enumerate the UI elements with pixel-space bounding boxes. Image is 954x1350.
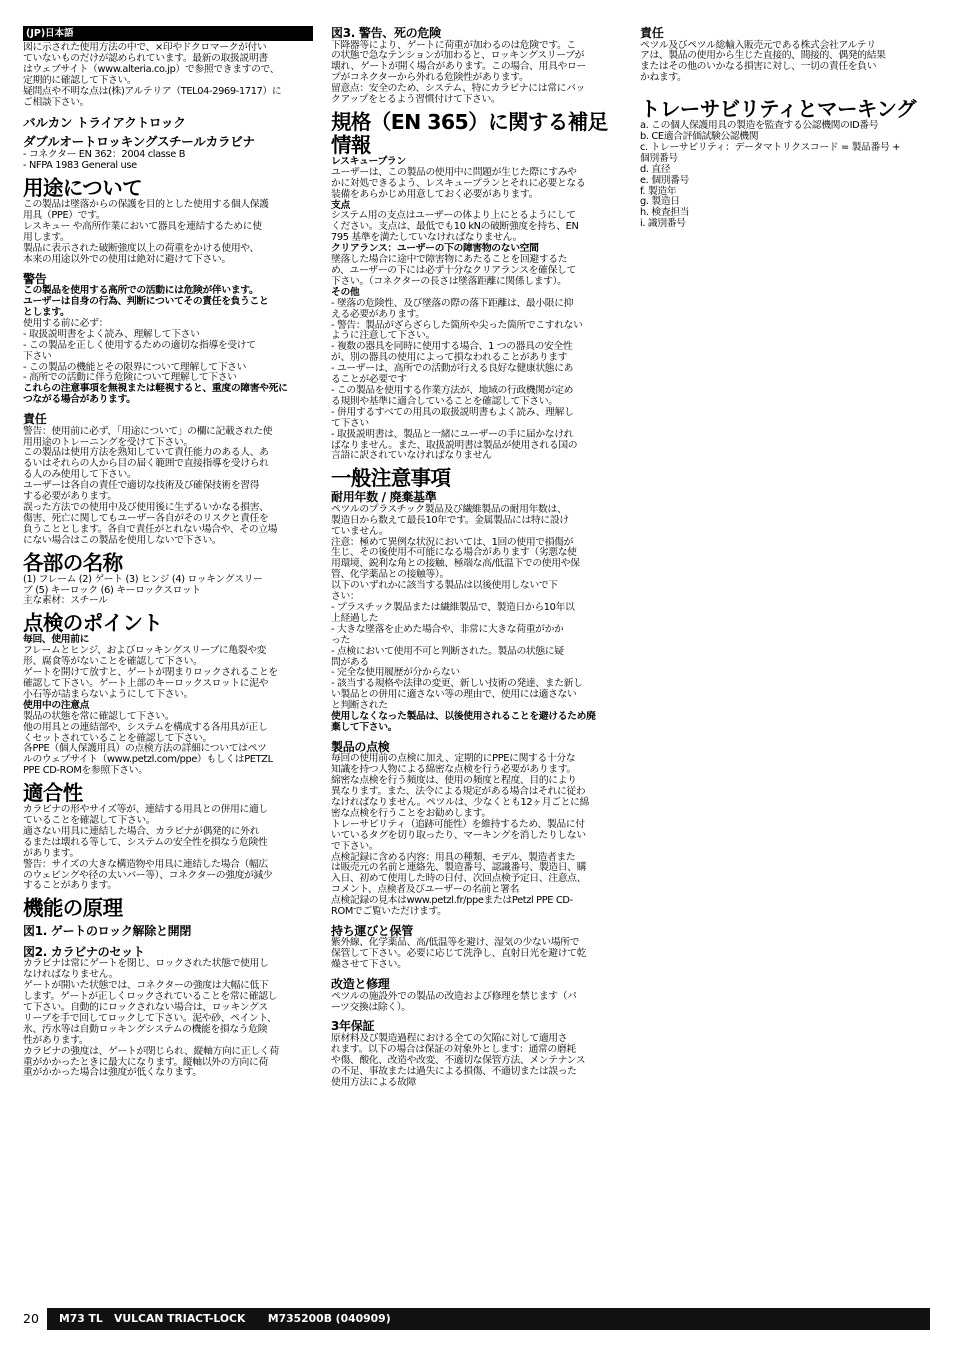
text-line: るいはそれらの人から目の届く範囲で直接指導を受けられ — [23, 458, 269, 470]
list-item: h. 検査担当 — [640, 207, 690, 219]
text-line: 誤った方法での使用中及び使用後に生ずるいかなる損害、 — [23, 502, 269, 513]
text-line: ーツ交換は除く）。 — [331, 1001, 411, 1013]
text-line: ていることを確認して下さい。 — [23, 815, 156, 827]
text-line: リーブを手で回してロックして下さい。泥や砂、ペイント、 — [23, 1012, 277, 1024]
subheading-other: その他 — [331, 286, 360, 298]
text-line: PPE CD-ROMを参照下さい。 — [23, 765, 148, 777]
text-line: かに対処できるよう、レスキュープランとそれに必要となる — [331, 177, 586, 189]
list-item: c. トレーサビリティ：データマトリクスコード = 製品番号 + — [640, 141, 901, 153]
text-line: - 複数の器具を同時に使用する場合、1 つの器具の安全性 — [331, 341, 573, 353]
subheading-storage: 持ち運びと保管 — [331, 923, 413, 938]
text-line: またはその他のいかなる損害に対し、一切の責任を負い — [640, 61, 877, 73]
language-tag: (JP)日本語 — [23, 26, 313, 41]
text-line: ばなりません。また、取扱説明書は製品が使用される国の — [331, 439, 578, 451]
figure-3-caption: 図3. 警告、死の危険 — [331, 26, 441, 40]
text-line: 注意：極めて異例な状況においては、1回の使用で損傷が — [331, 536, 574, 548]
text-line: ゲートを開けて放すと、ゲートが閉まりロックされることを — [23, 667, 278, 679]
text-line: 壊れ、ゲートが開く場合があります。この場合、用具やロー — [331, 61, 586, 73]
text-line: かねます。 — [640, 72, 687, 84]
text-line: ROMでご覧いただけます。 — [331, 906, 447, 918]
section-heading-inspection: 点検のポイント — [23, 611, 163, 636]
text-line: 生じ、その後使用不可能になる場合があります（劣悪な使 — [331, 547, 577, 559]
text-line: 確認して下さい。ゲート上部のキーロックスロットに泥や — [23, 677, 269, 689]
text-line-bold: これらの注意事項を無視または軽視すると、重度の障害や死に — [23, 383, 288, 395]
text-line: 保管して下さい。必要に応じて洗浄し、直射日光を避けて乾 — [331, 948, 587, 960]
text-line: 使用する前に必ず： — [23, 317, 109, 329]
list-item: a. この個人保護用具の製造を監査する公認機関のID番号 — [640, 120, 879, 132]
subheading-warning: 警告 — [23, 271, 47, 286]
section-heading-function: 機能の原理 — [23, 896, 123, 921]
text-line: 紫外線、化学薬品、高/低温等を避け、湿気の少ない場所で — [331, 937, 580, 949]
text-line: 製品に表示された破断強度以上の荷重をかける使用や、 — [23, 242, 259, 254]
text-line: 用具（PPE）です。 — [23, 210, 106, 222]
text-line: カラビナの強度は、ゲートが閉じられ、縦軸方向に正しく荷 — [23, 1045, 279, 1057]
text-line: 警告：使用前に必ず、「用途について」の欄に記載された使 — [23, 425, 273, 437]
text-line: - この製品を正しく使用するための適切な指導を受けて — [23, 339, 256, 351]
column-3 — [640, 26, 930, 230]
text-line-bold: ユーザーは自身の行為、判断についてその責任を負うこと — [23, 296, 269, 308]
text-line: 性があります。 — [23, 1034, 89, 1046]
text-line: 墜落した場合に途中で障害物にあたることを回避するた — [331, 254, 568, 266]
text-line: なければなりません。ペツルは、少なくとも12ヶ月ごとに綿 — [331, 796, 589, 808]
text-line: - 墜落の危険性、及び墜落の際の落下距離は、最小限に抑 — [331, 297, 574, 309]
text-line: - ユーザーは、高所での活動が行える良好な健康状態にあ — [331, 363, 574, 375]
text-line: は販売元の名前と連絡先、製造番号、認識番号、製造日、購 — [331, 862, 587, 874]
text-line: るまたは壊れる等して、システムの安全性を損なう危険性 — [23, 836, 268, 848]
text-line: 疑問点や不明な点は(株)アルテリア（TEL04-2969-1717）に — [23, 85, 282, 97]
product-subtitle: ダブルオートロッキングスチールカラビナ — [23, 134, 255, 150]
list-item: g. 製造日 — [640, 196, 680, 208]
section-heading-names: 各部の名称 — [23, 550, 123, 575]
text-line: 本来の用途以外での使用は絶対に避けて下さい。 — [23, 253, 231, 265]
text-line: レスキュー や高所作業において器具を連結するために使 — [23, 221, 262, 233]
text-line: コメント、点検者及びユーザーの名前と署名 — [331, 884, 520, 896]
standard-line: - コネクター EN 362：2004 classe B — [23, 149, 186, 161]
text-line: 用します。 — [23, 231, 70, 243]
text-line: この製品は使用方法を熟知していて責任能力のある人、あ — [23, 447, 269, 459]
subheading-lifetime: 耐用年数 / 廃棄基準 — [331, 490, 437, 505]
column-2 — [331, 26, 621, 1089]
text-line: システム用の支点はユーザーの体より上にとるようにして — [331, 210, 576, 222]
text-line: - 点検において使用不可と判断された。製品の状態に疑 — [331, 645, 564, 657]
text-line: なければなりません。 — [23, 969, 119, 981]
text-line: くセットされていることを確認して下さい。 — [23, 732, 212, 744]
text-line: の不足、事故または過失による損傷、不適切または誤った — [331, 1065, 577, 1077]
text-line: - 取扱説明書をよく読み、理解して下さい — [23, 328, 200, 340]
text-line: る人のみ使用して下さい。 — [23, 469, 137, 481]
text-line: て下さい — [331, 417, 369, 429]
text-line: や傷、酸化、改造や改変、不適切な保管方法、メンテナンス — [331, 1054, 586, 1066]
text-line: する必要があります。 — [23, 491, 117, 503]
text-line: ご相談下さい。 — [23, 96, 90, 108]
list-item: f. 製造年 — [640, 185, 677, 197]
text-line: フレームとヒンジ、およびロッキングスリーブに亀裂や変 — [23, 645, 267, 657]
text-line: 装備をあらかじめ用意しておく必要があります。 — [331, 188, 539, 200]
text-line: 警告：サイズの大きな構造物や用具に連結した場合（幅広 — [23, 858, 268, 870]
text-line: 原材料及び製造過程における全ての欠陥に対して適用さ — [331, 1032, 568, 1044]
text-line: ルのウェブサイト（www.petzl.com/ppe）もしくはPETZL — [23, 754, 273, 766]
list-item: 個別番号 — [640, 152, 678, 164]
footer-bar — [47, 1308, 930, 1330]
text-line: 他の用具との連結部や、システムを構成する各用具が正し — [23, 721, 268, 733]
footer-product-reference: M73 TL VULCAN TRIACT-LOCK M735200B (040909) — [59, 1312, 391, 1325]
list-item: b. CE適合評価試験公認機関 — [640, 131, 759, 143]
text-line-bold: つながる場合があります。 — [23, 394, 136, 406]
text-line: 問がある — [331, 656, 369, 668]
text-line: アは、製品の使用から生じた直接的、間接的、偶発的結果 — [640, 50, 886, 62]
section-heading-en365: 規格（EN 365）に関する補足情報 — [331, 109, 608, 157]
text-line: 小石等が詰まらないようにして下さい。 — [23, 688, 194, 700]
list-item: d. 直径 — [640, 163, 671, 175]
text-line-bold: 棄して下さい。 — [331, 721, 398, 733]
subheading-responsibility: 責任 — [23, 412, 47, 427]
text-line: 氷、汚水等は自動ロッキングシステムの機能を損なう危険 — [23, 1023, 268, 1035]
text-line: ペツル及びペツル総輸入販売元である株式会社アルテリ — [640, 39, 876, 51]
text-line: 言語に訳されていなければなりません — [331, 450, 492, 462]
text-line: 重がかかったときに最大になります。縦軸以外の方向に荷 — [23, 1056, 268, 1068]
text-line: 用用途のトレーニングを受けて下さい。 — [23, 436, 193, 448]
section-heading-use: 用途について — [23, 176, 142, 201]
text-line: が、別の器具の使用によって損なわれることがあります — [331, 352, 568, 364]
text-line: があります。 — [23, 847, 79, 859]
figure-2-caption: 図2. カラビナのセット — [23, 944, 145, 959]
subheading-rescue-plan: レスキュープラン — [331, 155, 406, 167]
text-line: 795 基準を満たしていなければなりません。 — [331, 232, 523, 244]
text-line: 下さい。（コネクターの長さは墜落距離に関係します）。 — [331, 275, 567, 287]
text-line: と判断された — [331, 700, 388, 712]
text-line: - この製品の機能とその限界について理解して下さい — [23, 361, 247, 373]
text-line: 製造日から数えて最長10年です。金属製品には特に設け — [331, 514, 569, 526]
subheading-during-use: 使用中の注意点 — [23, 699, 90, 711]
intro-text — [23, 43, 313, 108]
text-line: 入日、初めて使用した時の日付、次回点検予定日、注意点、 — [331, 873, 587, 885]
text-line: プがコネクターから外れる危険性があります。 — [331, 72, 529, 84]
text-line: のウェビングや径の太いバー等）、コネクターの強度が減少 — [23, 869, 273, 881]
text-line: 図に示された使用方法の中で、×印やドクロマークが付い — [23, 42, 267, 53]
text-line: 適さない用具に連結した場合、カラビナが偶発的に外れ — [23, 825, 260, 837]
text-line: の状態で急なテンションが加わると、ロッキングスリーブが — [331, 50, 585, 62]
text-line: カラビナの形やサイズ等が、連結する用具との併用に適し — [23, 804, 268, 816]
text-line: (1) フレーム (2) ゲート (3) ヒンジ (4) ロッキングスリー — [23, 573, 263, 585]
text-line: ペツルのプラスチック製品及び繊維製品の耐用年数は、 — [331, 503, 567, 515]
text-line: ユーザーは各自の責任で適切な技術及び確保技術を習得 — [23, 480, 260, 492]
text-line: 毎回の使用前の点検に加え、定期的にPPEに関する十分な — [331, 753, 576, 765]
text-line: - 高所での活動に伴う危険について理解して下さい — [23, 372, 237, 384]
section-heading-traceability: トレーサビリティとマーキング — [640, 97, 916, 122]
standard-line: - NFPA 1983 General use — [23, 160, 137, 172]
text-line: ゲートが開いた状態では、コネクターの強度は大幅に低下 — [23, 980, 269, 992]
text-line: 主な素材：スチール — [23, 595, 108, 607]
text-line: い製品との併用に適さない等の理由で、使用には適さない — [331, 689, 577, 701]
product-name: バルカン トライアクトロック — [23, 115, 186, 131]
text-line: - 警告：製品がざらざらした箇所や尖った箇所でこすれない — [331, 319, 583, 331]
text-line-bold: この製品を使用する高所での活動には危険が伴います。 — [23, 285, 259, 297]
text-line: 各PPE（個人保護用具）の点検方法の詳細についてはペツ — [23, 743, 267, 755]
section-heading-general: 一般注意事項 — [331, 466, 451, 491]
text-line: 負うこととします。各自で責任がとれない場合や、その立場 — [23, 523, 278, 535]
text-line: 下さい — [23, 350, 52, 362]
text-line: 留意点：安全のため、システム、特にカラビナには常にバッ — [331, 83, 585, 95]
text-line: 管、化学薬品との接触等）。 — [331, 569, 449, 581]
text-line: る規則や基準に適合していることを確認して下さい。 — [331, 395, 558, 407]
text-line: 下降器等により、ゲートに荷重が加わるのは危険です。こ — [331, 39, 576, 51]
text-line: - 該当する規格や法律の変更、新しい技術の発達、また新し — [331, 678, 583, 690]
text-line: 定期的に確認して下さい。 — [23, 74, 137, 86]
column-1 — [23, 26, 313, 1079]
text-line: て下さい。自動的にロックされない場合は、ロッキングス — [23, 1002, 268, 1013]
text-line: 異なります。また、法令による規定がある場合はそれに従わ — [331, 786, 586, 798]
text-line: め、ユーザーの下には必ず十分なクリアランスを確保して — [331, 265, 576, 276]
text-line: 用環境、鋭利な角との接触、極端な高/低温下での使用や保 — [331, 558, 580, 570]
text-line: 燥させて下さい。 — [331, 959, 407, 971]
list-item: i. 識別番号 — [640, 218, 686, 230]
subheading-clearance: クリアランス：ユーザーの下の障害物のない空間 — [331, 243, 539, 255]
section-heading-compatibility: 適合性 — [23, 781, 83, 806]
text-line: 点検記録の見本はwww.petzl.fr/ppeまたはPetzl PPE CD- — [331, 895, 573, 907]
list-item: e. 個別番号 — [640, 174, 689, 186]
text-line: クアップをとるよう習慣付けて下さい。 — [331, 94, 501, 106]
text-line: - 併用するすべての用具の取扱説明書もよく読み、理解し — [331, 406, 574, 418]
text-line: - 取扱説明書は、製品と一緒にユーザーの手に届かなけれ — [331, 428, 574, 440]
subheading-modification: 改造と修理 — [331, 977, 390, 992]
text-line: 密な点検を行うことをお勧めします。 — [331, 807, 491, 819]
text-line: ユーザーは、この製品の使用中に問題が生じた際にすみや — [331, 166, 577, 178]
text-line: 形、腐食等がないことを確認して下さい。 — [23, 656, 203, 668]
text-line: カラビナは常にゲートを閉じ、ロックされた状態で使用し — [23, 958, 269, 970]
text-line: いているタグを切り取ったり、マーキングを消したりしない — [331, 829, 586, 841]
text-line: - 大きな墜落を止めた場合や、非常に大きな荷重がかか — [331, 623, 564, 635]
text-line: 点検記録に含める内容：用具の種類、モデル、製造者また — [331, 851, 576, 863]
text-line: - 完全な使用履歴が分からない — [331, 667, 460, 679]
text-line-bold: 使用しなくなった製品は、以後使用されることを避けるため廃 — [331, 711, 596, 723]
text-line: 以下のいずれかに該当する製品は以後使用しないで下 — [331, 580, 558, 592]
text-line: ていないものだけが認められています。最新の取扱説明書 — [23, 52, 268, 64]
subheading-anchor: 支点 — [331, 199, 350, 211]
text-line: 綿密な点検を行う頻度は、使用の頻度と程度、目的により — [331, 775, 577, 787]
text-line: ブ (5) キーロック (6) キーロックスロット — [23, 584, 201, 596]
text-line: - プラスチック製品または繊維製品で、製造日から10年以 — [331, 601, 575, 613]
text-line: 傷害、死亡に関してもユーザー各自がそのリスクと責任を — [23, 512, 269, 524]
text-line: この製品は墜落からの保護を目的とした使用する個人保護 — [23, 199, 269, 211]
text-line: れます。以下の場合は保証の対象外とします：通常の磨耗 — [331, 1043, 576, 1055]
page-number: 20 — [23, 1311, 39, 1326]
text-line: ペツルの施設外での製品の改造および修理を禁じます（パ — [331, 990, 577, 1002]
text-line: った — [331, 634, 350, 646]
text-line: トレーサビリティ（追跡可能性）を維持するため、製品に付 — [331, 818, 585, 830]
subheading-product-check: 製品の点検 — [331, 739, 390, 754]
text-line: はウェブサイト（www.alteria.co.jp）で参照できますので、 — [23, 63, 280, 75]
text-line: 知識を持つ人物による綿密な点検を行う必要があります。 — [331, 764, 576, 776]
text-line: にない場合はこの製品を使用しないで下さい。 — [23, 534, 222, 546]
text-line: 重がかかった場合は強度が低くなります。 — [23, 1067, 202, 1079]
text-line-bold: とします。 — [23, 307, 70, 318]
figure-1-caption: 図1. ゲートのロック解除と開閉 — [23, 924, 192, 939]
text-line: 使用方法による故障 — [331, 1076, 417, 1088]
subheading-liability: 責任 — [640, 26, 664, 40]
text-line: - この製品を使用する作業方法が、地域の行政機関が定め — [331, 384, 574, 396]
text-line: 上経過した — [331, 612, 379, 624]
text-line: える必要があります。 — [331, 308, 425, 320]
text-line: します。ゲートが正しくロックされていることを常に確認し — [23, 991, 278, 1003]
text-line: することがあります。 — [23, 880, 117, 892]
text-line: ように注意して下さい。 — [331, 330, 435, 342]
text-line: ください。支点は、最低でも10 kNの破断強度を持ち、EN — [331, 221, 579, 233]
page-footer — [0, 1308, 954, 1330]
subheading-warranty: 3年保証 — [331, 1019, 375, 1034]
text-line: ていません。 — [331, 525, 389, 537]
text-line: で下さい。 — [331, 840, 379, 852]
text-line: さい： — [331, 591, 360, 603]
subheading-before-use: 毎回、使用前に — [23, 634, 90, 646]
text-line: ることが必要です — [331, 374, 407, 386]
text-line: 製品の状態を常に確認して下さい。 — [23, 710, 175, 722]
